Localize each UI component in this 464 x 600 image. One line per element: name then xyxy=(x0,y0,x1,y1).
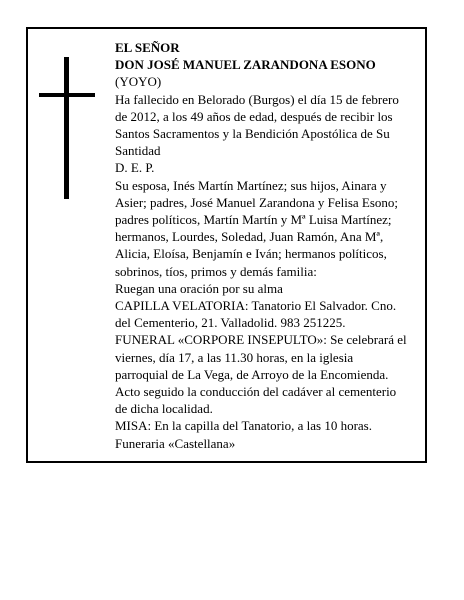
family-line: sobrinos, tíos, primos y demás familia: xyxy=(115,263,317,279)
deceased-name: DON JOSÉ MANUEL ZARANDONA ESONO xyxy=(115,57,376,73)
cross-icon xyxy=(39,57,95,199)
death-announcement-line: Ha fallecido en Belorado (Burgos) el día 15 de febrero xyxy=(115,91,399,107)
chapel-line: CAPILLA VELATORIA: Tanatorio El Salvador. Cno. xyxy=(115,298,397,314)
death-announcement-line: de 2012, a los 49 años de edad, después de recibir los xyxy=(115,108,393,124)
funeral-home: Funeraria «Castellana» xyxy=(115,435,236,451)
family-line: Alicia, Eloísa, Benjamín e Iván; hermanos políticos, xyxy=(115,246,387,262)
notice-heading: EL SEÑOR xyxy=(115,40,180,55)
funeral-line: de dicha localidad. xyxy=(115,401,213,417)
family-line: padres políticos, Martín Martín y Mª Luisa Martínez; xyxy=(115,212,392,228)
chapel-line: del Cementerio, 21. Valladolid. 983 251225. xyxy=(115,315,346,331)
funeral-line: Acto seguido la conducción del cadáver al cementerio xyxy=(115,384,397,400)
funeral-line: parroquial de La Vega, de Arroyo de la Encomienda. xyxy=(115,366,389,382)
family-line: Su esposa, Inés Martín Martínez; sus hijos, Ainara y xyxy=(115,177,387,193)
prayer-request: Ruegan una oración por su alma xyxy=(115,280,283,296)
death-announcement-line: Santos Sacramentos y la Bendición Apostólica de Su xyxy=(115,126,390,142)
obituary-notice xyxy=(26,27,427,463)
cross-vertical-bar xyxy=(64,57,69,199)
mass-info: MISA: En la capilla del Tanatorio, a las 10 horas. xyxy=(115,418,372,434)
cross-horizontal-bar xyxy=(39,93,95,97)
death-announcement-line: Santidad xyxy=(115,143,161,159)
rip-text: D. E. P. xyxy=(115,160,155,176)
family-line: Asier; padres, José Manuel Zarandona y Felisa Esono; xyxy=(115,194,399,210)
funeral-line: viernes, día 17, a las 11.30 horas, en la iglesia xyxy=(115,349,354,365)
family-line: hermanos, Lourdes, Soledad, Juan Ramón, Ana Mª, xyxy=(115,229,384,245)
funeral-line: FUNERAL «CORPORE INSEPULTO»: Se celebrará el xyxy=(115,332,407,348)
notice-text xyxy=(115,39,427,452)
deceased-nickname: (YOYO) xyxy=(115,74,162,90)
